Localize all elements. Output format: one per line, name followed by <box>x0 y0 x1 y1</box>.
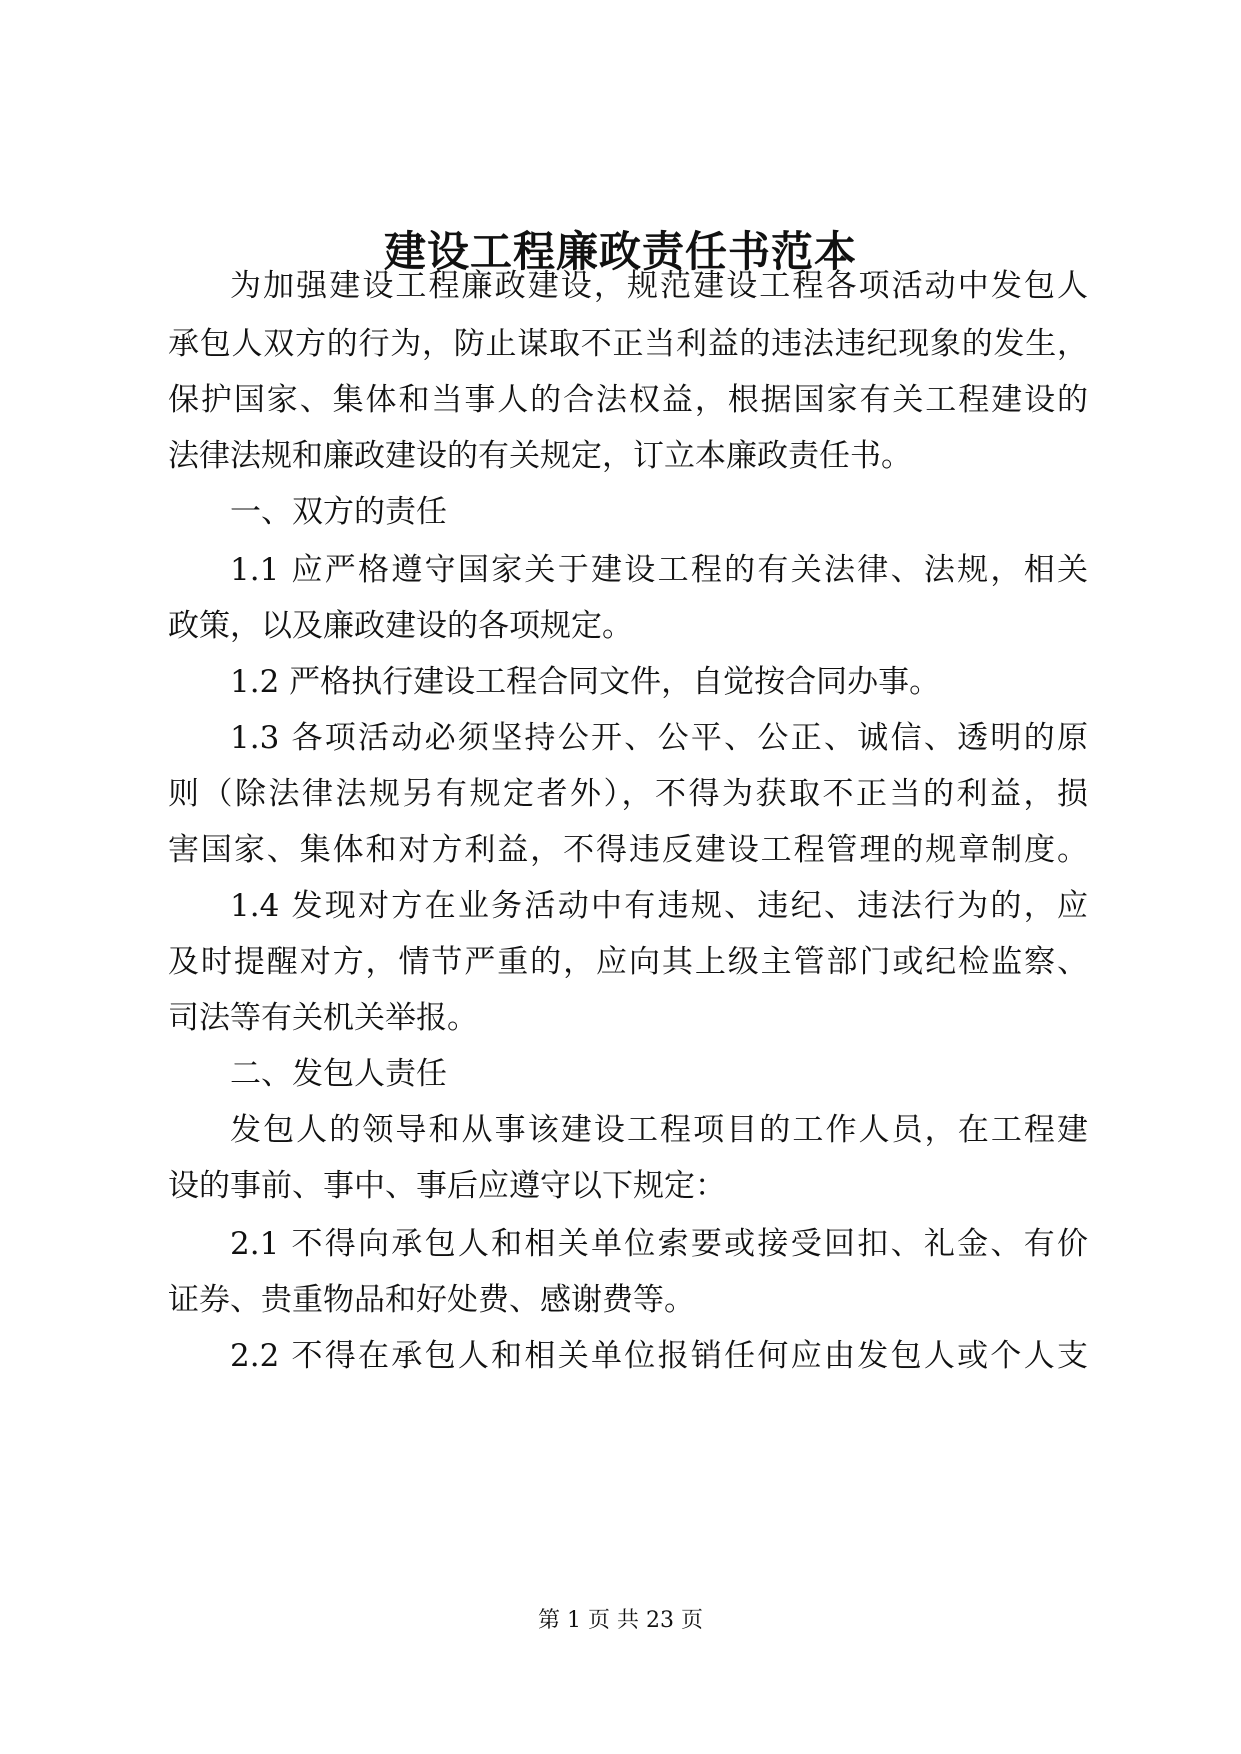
paragraph-line: 1.4 发现对方在业务活动中有违规、违纪、违法行为的，应 <box>230 888 1088 924</box>
paragraph-line: 政策，以及廉政建设的各项规定。 <box>168 608 633 644</box>
page-number-footer: 第 1 页 共 23 页 <box>538 1608 703 1633</box>
paragraph-line: 害国家、集体和对方利益，不得违反建设工程管理的规章制度。 <box>168 832 1088 868</box>
paragraph-line: 证券、贵重物品和好处费、感谢费等。 <box>168 1282 695 1318</box>
paragraph-line: 为加强建设工程廉政建设，规范建设工程各项活动中发包人 <box>230 268 1088 304</box>
paragraph-line: 1.3 各项活动必须坚持公开、公平、公正、诚信、透明的原 <box>230 720 1088 756</box>
section-heading: 二、发包人责任 <box>230 1056 447 1092</box>
paragraph-line: 1.2 严格执行建设工程合同文件，自觉按合同办事。 <box>230 664 941 700</box>
paragraph-line: 设的事前、事中、事后应遵守以下规定： <box>168 1168 726 1204</box>
paragraph-line: 承包人双方的行为，防止谋取不正当利益的违法违纪现象的发生， <box>168 326 1088 362</box>
paragraph-line: 发包人的领导和从事该建设工程项目的工作人员，在工程建 <box>230 1112 1088 1148</box>
paragraph-line: 保护国家、集体和当事人的合法权益，根据国家有关工程建设的 <box>168 382 1088 418</box>
section-heading: 一、双方的责任 <box>230 494 447 530</box>
paragraph-line: 2.1 不得向承包人和相关单位索要或接受回扣、礼金、有价 <box>230 1226 1088 1262</box>
paragraph-line: 2.2 不得在承包人和相关单位报销任何应由发包人或个人支 <box>230 1338 1088 1374</box>
paragraph-line: 及时提醒对方，情节严重的，应向其上级主管部门或纪检监察、 <box>168 944 1088 980</box>
paragraph-line: 则（除法律法规另有规定者外），不得为获取不正当的利益，损 <box>168 776 1088 812</box>
paragraph-line: 1.1 应严格遵守国家关于建设工程的有关法律、法规，相关 <box>230 552 1088 588</box>
paragraph-line: 司法等有关机关举报。 <box>168 1000 478 1036</box>
paragraph-line: 法律法规和廉政建设的有关规定，订立本廉政责任书。 <box>168 438 912 474</box>
document-title: 建设工程廉政责任书范本 <box>383 227 857 276</box>
